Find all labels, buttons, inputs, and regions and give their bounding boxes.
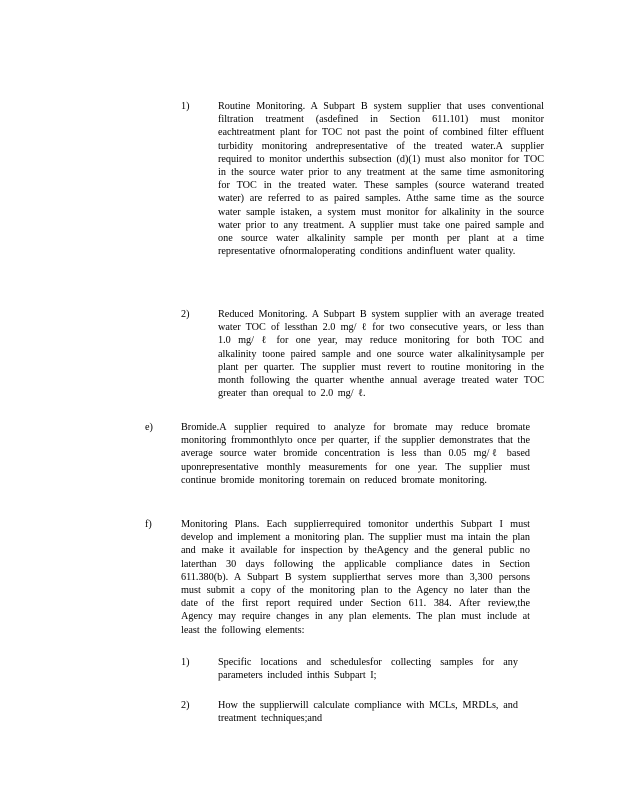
item-text: Monitoring Plans. Each supplierrequired tomonitor underthis Subpart I must develop and implement a monitoring plan. The supplier must ma intain the plan and make it available for inspection by theAgency and the general public no laterthan 30 days following the applicable compliance dates in Section 611.380(b). A Subpart B system supplierthat serves more than 3,300 persons must submit a copy of the monitoring plan to the Agency no later than the date of the first report required under Section 611. 384. After review,the Agency may require changes in any plan elements. The plan must include at least the following elements: (181, 519, 530, 636)
item-label: e) (145, 422, 153, 433)
item-label: 1) (181, 657, 190, 668)
item-label: f) (145, 519, 152, 530)
item-text: How the supplierwill calculate compliance with MCLs, MRDLs, and treatment techniques;and (218, 700, 518, 725)
item-text: Bromide.A supplier required to analyze for bromate may reduce bromate monitoring frommonthlyto once per quarter, if the supplier demonstrates that the average source water bromide concentration is less than 0.05 mg/ℓ based uponrepresentative monthly measurements for one year. The supplier must continue bromide monitoring toremain on reduced bromate monitoring. (181, 422, 530, 486)
item-label: 2) (181, 309, 190, 320)
item-label: 2) (181, 700, 190, 711)
item-text: Specific locations and schedulesfor collecting samples for any parameters included inthis Subpart I; (218, 657, 518, 682)
item-text: Reduced Monitoring. A Subpart B system supplier with an average treated water TOC of lessthan 2.0 mg/ ℓ for two consecutive years, or less than 1.0 mg/ ℓ for one year, may reduce monitoring for both TOC and alkalinity toone paired sample and one source water alkalinitysample per plant per quarter. The supplier must revert to routine monitoring in the month following the quarter whenthe annual average treated water TOC greater than orequal to 2.0 mg/ ℓ. (218, 309, 544, 400)
item-text: Routine Monitoring. A Subpart B system supplier that uses conventional filtration treatment (asdefined in Section 611.101) must monitor eachtreatment plant for TOC not past the point of combined filter effluent turbidity monitoring andrepresentative of the treated water.A supplier required to monitor underthis subsection (d)(1) must also monitor for TOC in the source water prior to any treatment at the same time asmonitoring for TOC in the treated water. These samples (source waterand treated water) are referred to as paired samples. Atthe same time as the source water sample istaken, a system must monitor for alkalinity in the source water prior to any treatment. A supplier must take one paired sample and one source water alkalinity sample per month per plant at a time representative ofnormaloperating conditions andinfluent water quality. (218, 101, 544, 258)
item-label: 1) (181, 101, 190, 112)
